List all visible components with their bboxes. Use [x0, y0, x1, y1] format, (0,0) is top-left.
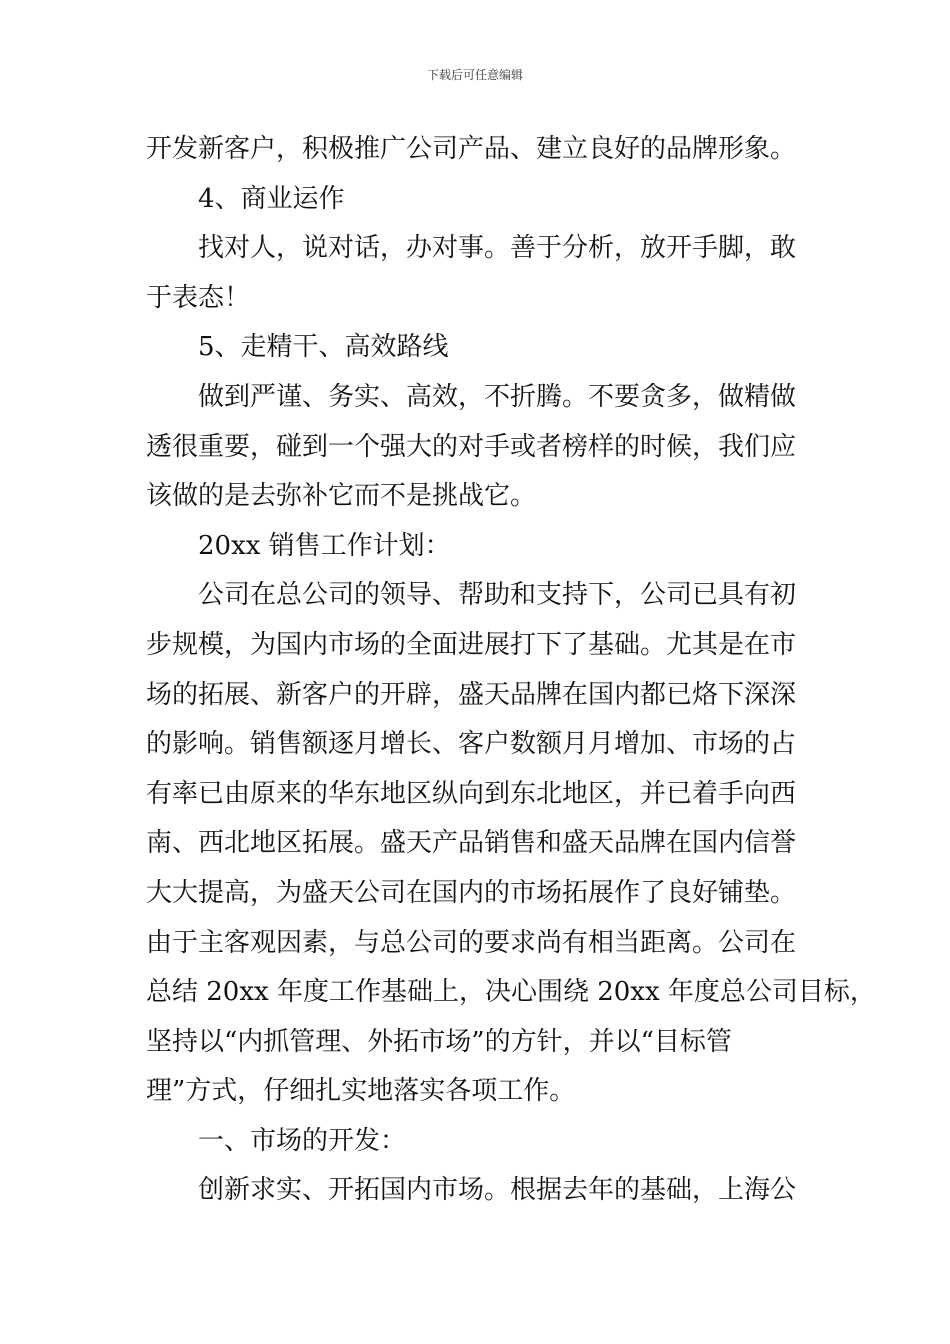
text-line: 有率已由原来的华东地区纵向到东北地区，并已着手向西 [146, 778, 797, 809]
text-line: 公司在总公司的领导、帮助和支持下，公司已具有初 [198, 580, 797, 611]
text-line: 由于主客观因素，与总公司的要求尚有相当距离。公司在 [146, 927, 797, 958]
section-heading: 20xx 销售工作计划： [198, 530, 451, 561]
text-line: 理”方式，仔细扎实地落实各项工作。 [146, 1076, 576, 1107]
text-line: 大大提高，为盛天公司在国内的市场拓展作了良好铺垫。 [146, 877, 797, 908]
section-heading: 5、走精干、高效路线 [198, 332, 449, 363]
text-line: 南、西北地区拓展。盛天产品销售和盛天品牌在国内信誉 [146, 828, 797, 859]
text-line: 找对人，说对话，办对事。善于分析，放开手脚，敢 [198, 233, 797, 264]
section-heading: 一、市场的开发： [198, 1125, 407, 1156]
text-line: 场的拓展、新客户的开辟，盛天品牌在国内都已烙下深深 [146, 679, 797, 710]
text-line: 该做的是去弥补它而不是挑战它。 [146, 481, 537, 512]
text-line: 于表态！ [146, 282, 251, 313]
text-line: 创新求实、开拓国内市场。根据去年的基础，上海公 [198, 1175, 797, 1206]
text-line: 总结 20xx 年度工作基础上，决心围绕 20xx 年度总公司目标， [146, 977, 876, 1008]
text-line: 开发新客户，积极推广公司产品、建立良好的品牌形象。 [146, 134, 797, 164]
text-line: 做到严谨、务实、高效，不折腾。不要贪多，做精做 [198, 381, 797, 412]
text-line: 透很重要，碰到一个强大的对手或者榜样的时候，我们应 [146, 431, 797, 462]
text-line: 坚持以“内抓管理、外拓市场”的方针，并以“目标管 [146, 1026, 732, 1057]
text-line: 步规模，为国内市场的全面进展打下了基础。尤其是在市 [146, 629, 797, 660]
document-body [146, 125, 876, 1216]
section-heading: 4、商业运作 [198, 183, 345, 214]
text-line: 的影响。销售额逐月增长、客户数额月月增加、市场的占 [146, 729, 797, 760]
page-header-note: 下载后可任意编辑 [426, 68, 523, 82]
